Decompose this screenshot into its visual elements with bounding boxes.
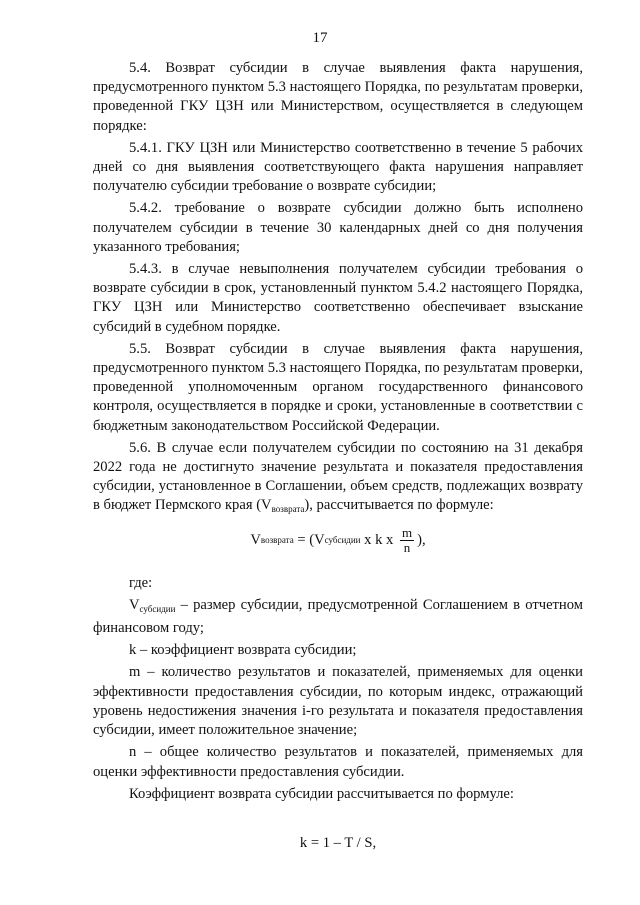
- paragraph-5-5: 5.5. Возврат субсидии в случае выявления факта нарушения, предусмотренного пунктом 5.3 настоящего Порядка, по результатам проверки, проведенной уполномоченным органом государственного финансового контроля, осуществляется в порядке и сроки, установленные в соответствии с бюджетным законодательством Российской Федерации.: [93, 340, 583, 434]
- definition-v-subsidy: [93, 596, 583, 638]
- formula-lhs-sub: возврата: [260, 534, 294, 545]
- paragraph-5-4-3: 5.4.3. в случае невыполнения получателем субсидии требования о возврате субсидии в срок, установленный пунктом 5.4.2 настоящего Порядка, ГКУ ЦЗН или Министерство соответственно обеспечивает взыскание субсидий в судебном порядке.: [93, 261, 583, 335]
- formula-numerator: m: [401, 524, 413, 540]
- page-number: 17: [312, 30, 328, 46]
- document-body: [93, 59, 583, 853]
- paragraph-5-4-1: 5.4.1. ГКУ ЦЗН или Министерство соответственно в течение 5 рабочих дней со дня выявления соответствующего факта нарушения направляет получателю субсидии требование о возврате субсидии;: [93, 139, 583, 195]
- paragraph-5-4-2: 5.4.2. требование о возврате субсидии должно быть исполнено получателем субсидии в течение 30 календарных дней со дня получения указанного требования;: [93, 200, 583, 255]
- formula-close: ),: [417, 531, 426, 548]
- formula-return-amount: [93, 526, 583, 566]
- formula-eq: = (V: [293, 531, 325, 548]
- paragraph-5-6-start: 5.6. В случае если получателем субсидии по состоянию на 31 декабря 2022 года не достигнуто значение результата и показателя предоставления субсидии, установленное в Соглашении, объем средств, подлежащих возврату в бюджет Пермского края (V: [93, 439, 583, 514]
- coefficient-intro: Коэффициент возврата субсидии рассчитывается по формуле:: [129, 785, 514, 802]
- formula-denominator: n: [403, 539, 411, 555]
- def-v-symbol: V: [129, 596, 140, 613]
- paragraph-5-6-sub: возврата: [271, 504, 305, 515]
- def-v-sub: субсидии: [139, 603, 176, 614]
- def-v-text: – размер субсидии, предусмотренной Соглашением в отчетном финансовом году;: [93, 596, 583, 637]
- formula-lhs: V: [250, 531, 261, 548]
- definition-k: k – коэффициент возврата субсидии;: [129, 642, 357, 659]
- formula-rhs-sub: субсидии: [324, 534, 361, 545]
- paragraph-5-4: 5.4. Возврат субсидии в случае выявления факта нарушения, предусмотренного пунктом 5.3 настоящего Порядка, по результатам проверки, проведенной ГКУ ЦЗН или Министерством, осуществляется в следующем порядке:: [93, 60, 583, 134]
- where-label: где:: [129, 574, 153, 591]
- paragraph-5-6-end: ), рассчитывается по формуле:: [304, 497, 494, 514]
- definition-n: n – общее количество результатов и показателей, применяемых для оценки эффективности предоставления субсидии.: [93, 744, 583, 780]
- formula-fraction: [400, 526, 414, 555]
- formula-mult: x k x: [360, 531, 397, 548]
- paragraph-5-6: [93, 439, 583, 520]
- formula-coefficient: k = 1 – T / S,: [299, 834, 377, 851]
- definition-m: m – количество результатов и показателей, применяемых для оценки эффективности предоставления субсидии, по которым индекс, отражающий уровень недостижения значения i-го результата и показателя предоставления субсидии, имеет положительное значение;: [93, 664, 583, 739]
